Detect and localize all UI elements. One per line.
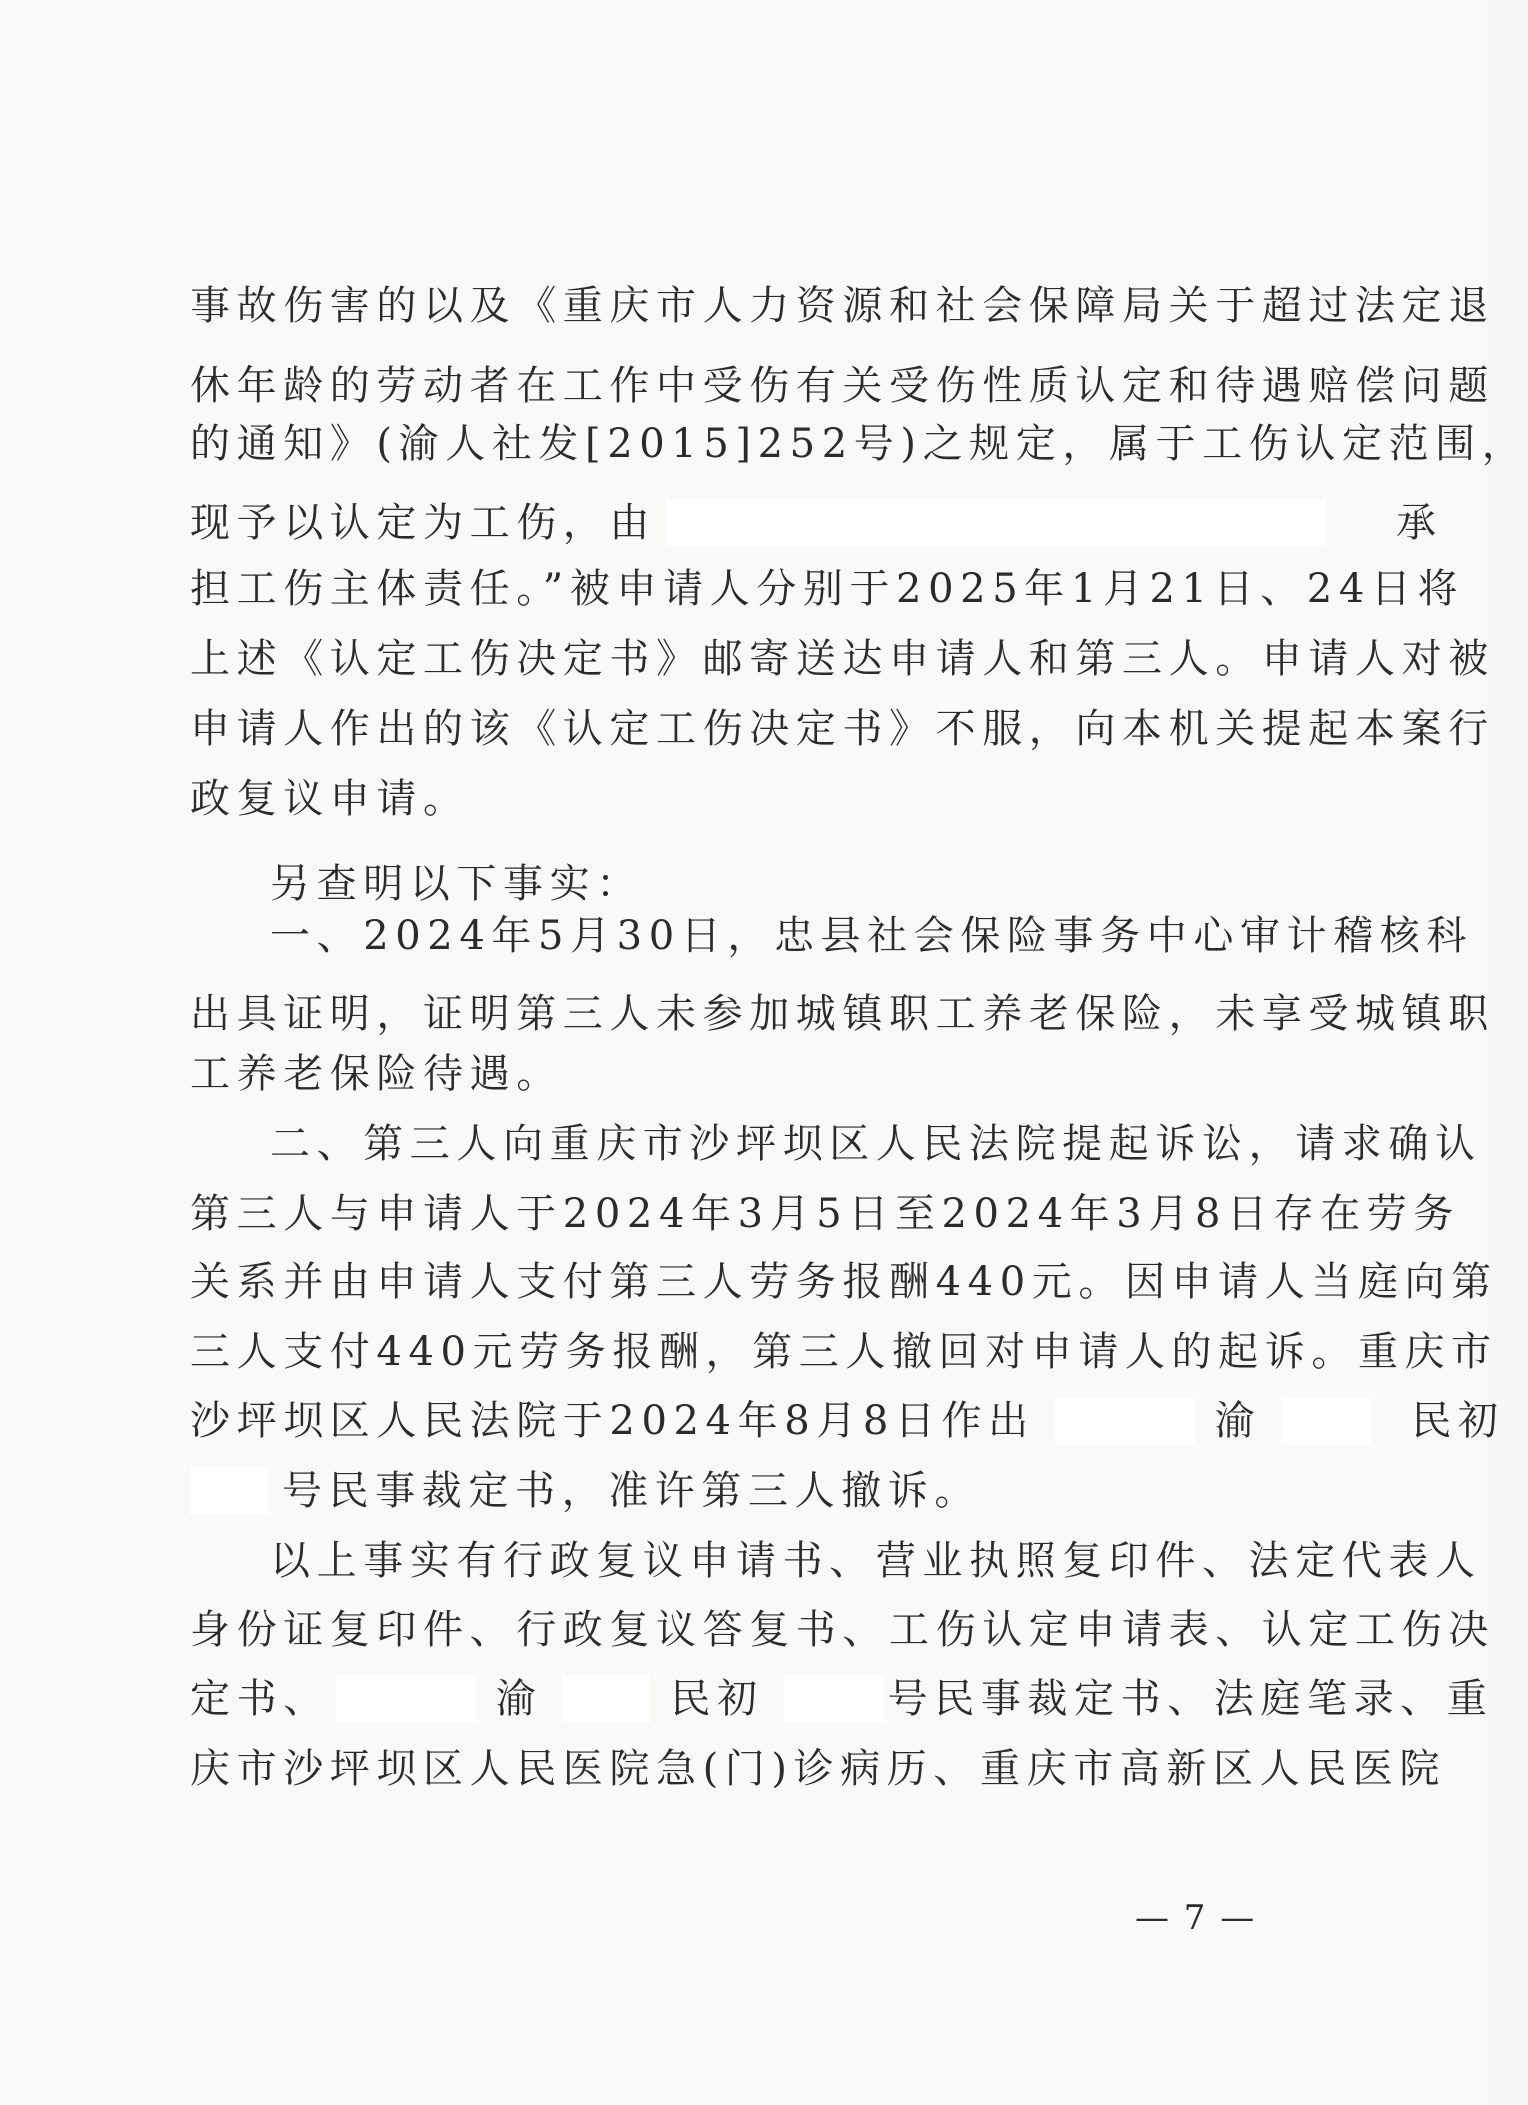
text-segment: 另查明以下事实： bbox=[270, 861, 643, 907]
text-segment: 三人支付440元劳务报酬，第三人撤回对申请人的起诉。重庆市 bbox=[190, 1329, 1498, 1375]
text-segment: 承 bbox=[1396, 500, 1443, 546]
text-segment: 渝 bbox=[1214, 1398, 1262, 1444]
text-segment: 身份证复印件、行政复议答复书、工伤认定申请表、认定工伤决 bbox=[190, 1607, 1495, 1653]
text-line bbox=[190, 420, 1528, 468]
text-line bbox=[190, 565, 1465, 613]
redaction-block bbox=[190, 1467, 268, 1515]
text-segment: 休年龄的劳动者在工作中受伤有关受伤性质认定和待遇赔偿问题 bbox=[190, 363, 1495, 409]
text-segment: 沙坪坝区人民法院于2024年8月8日作出 bbox=[190, 1398, 1035, 1444]
page-number: — 7 — bbox=[1135, 1898, 1257, 1938]
text-line bbox=[190, 1745, 1447, 1793]
text-segment: 政复议申请。 bbox=[190, 776, 470, 822]
text-segment: 第三人与申请人于2024年3月5日至2024年3月8日存在劳务 bbox=[190, 1191, 1460, 1237]
redaction-block bbox=[784, 1675, 884, 1723]
text-line bbox=[270, 1120, 1482, 1168]
text-line bbox=[190, 362, 1495, 410]
redaction-block bbox=[1281, 1397, 1371, 1445]
text-line bbox=[270, 860, 1370, 908]
text-segment: 号民事裁定书、法庭笔录、重 bbox=[887, 1676, 1494, 1722]
text-line bbox=[190, 1190, 1460, 1238]
text-line bbox=[190, 635, 1495, 683]
text-segment: 一、2024年5月30日，忠县社会保险事务中心审计稽核科 bbox=[270, 913, 1473, 959]
text-line bbox=[190, 499, 1443, 547]
redaction-block bbox=[562, 1675, 650, 1723]
text-segment: 渝 bbox=[495, 1676, 543, 1722]
text-line bbox=[270, 1537, 1482, 1585]
text-line bbox=[190, 775, 1290, 823]
text-line bbox=[190, 705, 1495, 753]
text-segment: 庆市沙坪坝区人民医院急(门)诊病历、重庆市高新区人民医院 bbox=[190, 1746, 1447, 1792]
text-line bbox=[190, 1258, 1498, 1306]
redaction-block bbox=[1055, 1397, 1195, 1445]
redaction-block bbox=[336, 1675, 476, 1723]
text-line bbox=[190, 990, 1495, 1038]
text-line bbox=[190, 1397, 1505, 1445]
text-line bbox=[190, 282, 1495, 330]
text-segment: 的通知》(渝人社发[2015]252号)之规定，属于工伤认定范围， bbox=[190, 421, 1528, 467]
text-line bbox=[190, 1050, 1290, 1098]
text-segment: 定书、 bbox=[190, 1676, 330, 1722]
text-line bbox=[190, 1675, 1494, 1723]
text-segment: 工养老保险待遇。 bbox=[190, 1051, 563, 1097]
text-line bbox=[190, 1467, 1290, 1515]
text-segment: 出具证明，证明第三人未参加城镇职工养老保险，未享受城镇职 bbox=[190, 991, 1495, 1037]
text-segment: 二、第三人向重庆市沙坪坝区人民法院提起诉讼，请求确认 bbox=[270, 1121, 1482, 1167]
redaction-block bbox=[666, 499, 1326, 547]
text-segment: 担工伤主体责任。”被申请人分别于2025年1月21日、24日将 bbox=[190, 566, 1465, 612]
text-segment: 事故伤害的以及《重庆市人力资源和社会保障局关于超过法定退 bbox=[190, 283, 1495, 329]
text-segment: 民初 bbox=[670, 1676, 764, 1722]
text-segment: 上述《认定工伤决定书》邮寄送达申请人和第三人。申请人对被 bbox=[190, 636, 1495, 682]
text-line bbox=[190, 1328, 1498, 1376]
text-segment: 号民事裁定书，准许第三人撤诉。 bbox=[282, 1468, 981, 1514]
text-segment: 民初 bbox=[1411, 1398, 1505, 1444]
text-line bbox=[270, 912, 1473, 960]
text-segment: 申请人作出的该《认定工伤决定书》不服，向本机关提起本案行 bbox=[190, 706, 1495, 752]
text-segment: 关系并由申请人支付第三人劳务报酬440元。因申请人当庭向第 bbox=[190, 1259, 1498, 1305]
text-line bbox=[190, 1606, 1495, 1654]
text-segment: 现予以认定为工伤，由 bbox=[190, 500, 656, 546]
text-segment: 以上事实有行政复议申请书、营业执照复印件、法定代表人 bbox=[270, 1538, 1482, 1584]
